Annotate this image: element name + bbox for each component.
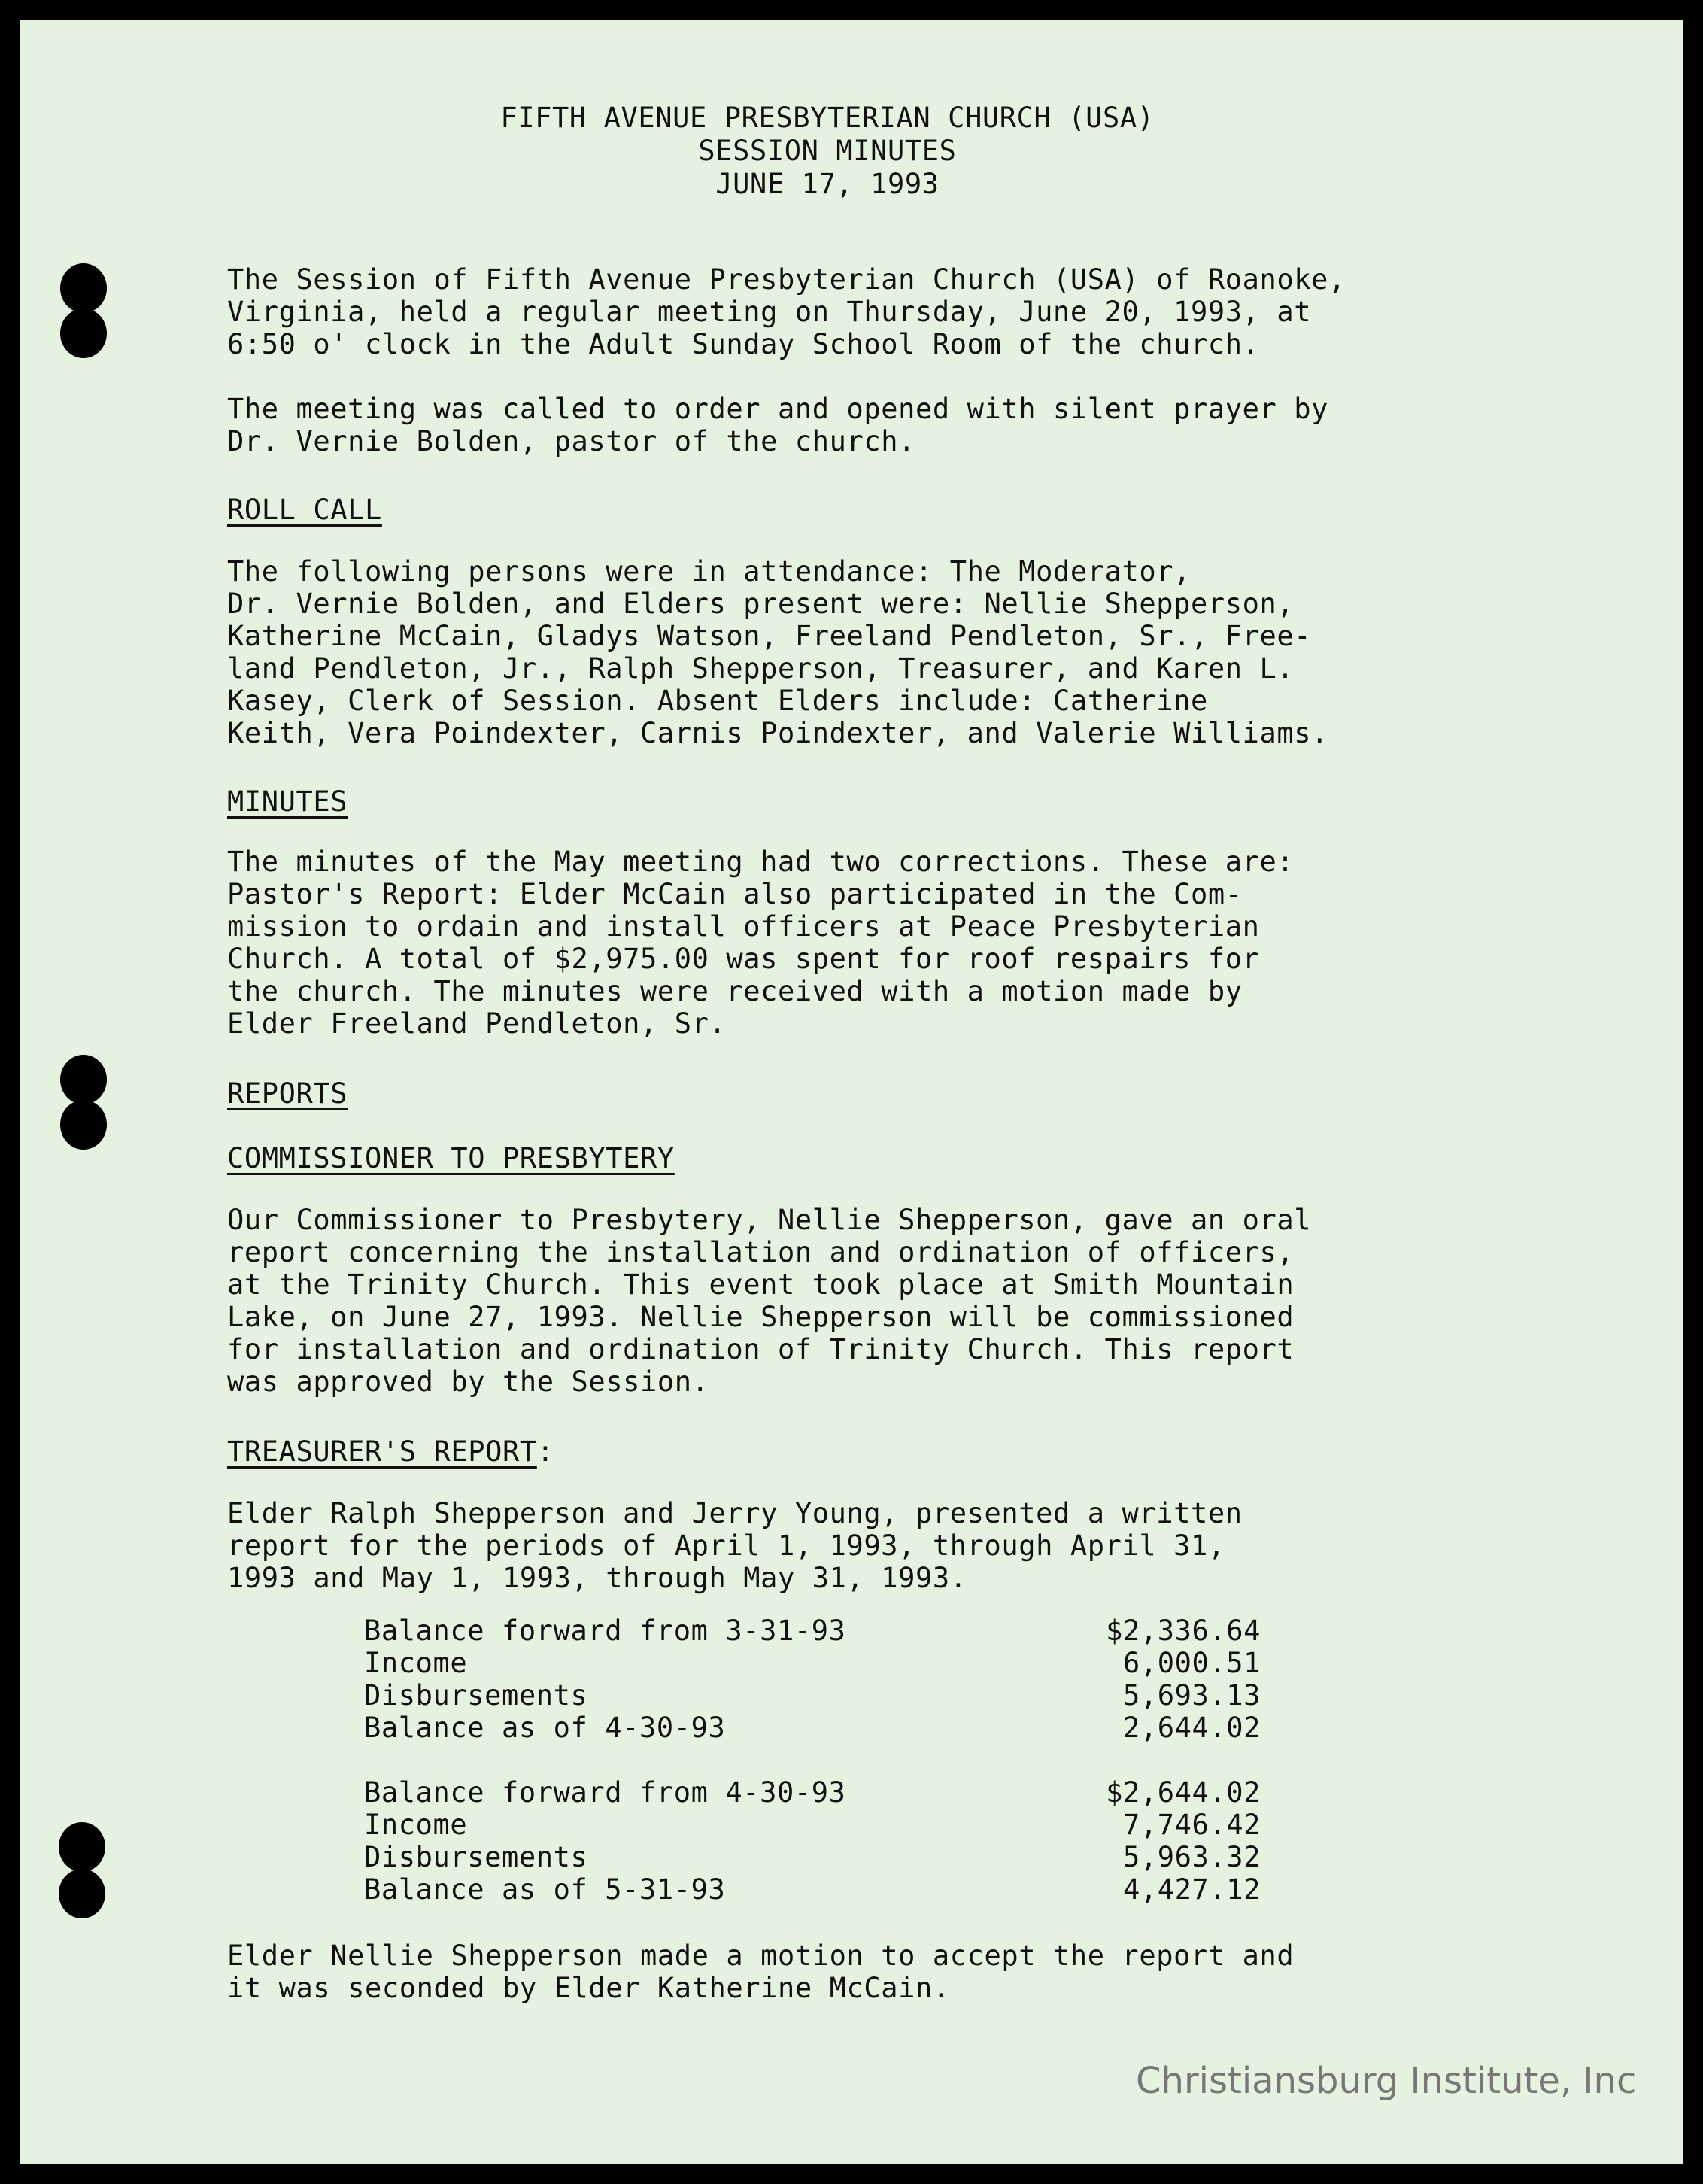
financial-label: Income [364,1647,468,1679]
financial-amount: 2,644.02 [1122,1712,1261,1744]
financial-amount: 6,000.51 [1122,1647,1261,1679]
financial-label: Disbursements [364,1841,588,1873]
document-date: JUNE 17, 1993 [715,168,940,200]
financial-amount: 7,746.42 [1122,1809,1261,1841]
intro-paragraph: The Session of Fifth Avenue Presbyterian Church (USA) of Roanoke, Virginia, held a regular meeting on Thursday, June 20, 1993, at 6:50 o' clock in the Adult Sunday School Room of the church. [227,263,1346,360]
financial-label: Balance forward from 3-31-93 [364,1614,846,1647]
financial-label: Balance as of 5-31-93 [364,1873,726,1906]
watermark-text: Christiansburg Institute, Inc [1136,2060,1637,2102]
commissioner-heading: COMMISSIONER TO PRESBYTERY [227,1142,675,1174]
commissioner-paragraph: Our Commissioner to Presbytery, Nellie Shepperson, gave an oral report concerning the installation and ordination of officers, at the Trinity Church. This event took place at Smith Mountain Lake, on June 27, 1993. Nellie Shepperson will be commissioned for installation and ordination of Trinity Church. This report was approved by the Session. [227,1204,1312,1398]
financial-amount: 5,693.13 [1122,1679,1261,1712]
roll-call-heading: ROLL CALL [227,494,382,526]
treasurer-paragraph: Elder Ralph Shepperson and Jerry Young, presented a written report for the periods of April 1, 1993, through April 31, 1993 and May 1, 1993, through May 31, 1993. [227,1497,1243,1594]
motion-paragraph: Elder Nellie Shepperson made a motion to accept the report and it was seconded by Elder Katherine McCain. [227,1939,1295,2004]
financial-amount: $2,336.64 [1106,1614,1261,1647]
roll-call-paragraph: The following persons were in attendance: The Moderator, Dr. Vernie Bolden, and Elders present were: Nellie Shepperson, Katherine McCain, Gladys Watson, Freeland Pendleton, Sr., Free- land Pendleton, Jr., Ralph Shepperson, Treasurer, and Karen L. Kasey, Clerk of Session. Absent Elders include: Catherine Keith, Vera Poindexter, Carnis Poindexter, and Valerie Williams. [227,555,1329,749]
financial-label: Disbursements [364,1679,588,1712]
document-title: SESSION MINUTES [698,135,957,167]
financial-label: Balance forward from 4-30-93 [364,1776,846,1809]
minutes-paragraph: The minutes of the May meeting had two corrections. These are: Pastor's Report: Elder McCain also participated in the Com- mission to ordain and install officers at Peace Presbyterian Church. A total of $2,975.00 was spent for roof respairs for the church. The minutes were received with a motion made by Elder Freeland Pendleton, Sr. [227,846,1295,1040]
opening-paragraph: The meeting was called to order and opened with silent prayer by Dr. Vernie Bolden, pastor of the church. [227,393,1329,457]
financial-amount: 4,427.12 [1122,1873,1261,1906]
reports-heading: REPORTS [227,1077,348,1110]
treasurer-heading-colon: : [536,1435,554,1468]
financial-amount: $2,644.02 [1106,1776,1261,1809]
financial-label: Balance as of 4-30-93 [364,1712,726,1744]
minutes-heading: MINUTES [227,785,348,818]
church-title: FIFTH AVENUE PRESBYTERIAN CHURCH (USA) [500,102,1155,134]
financial-amount: 5,963.32 [1122,1841,1261,1873]
treasurer-heading-line [227,1435,554,1468]
treasurer-heading: TREASURER'S REPORT [227,1435,537,1468]
financial-label: Income [364,1809,468,1841]
